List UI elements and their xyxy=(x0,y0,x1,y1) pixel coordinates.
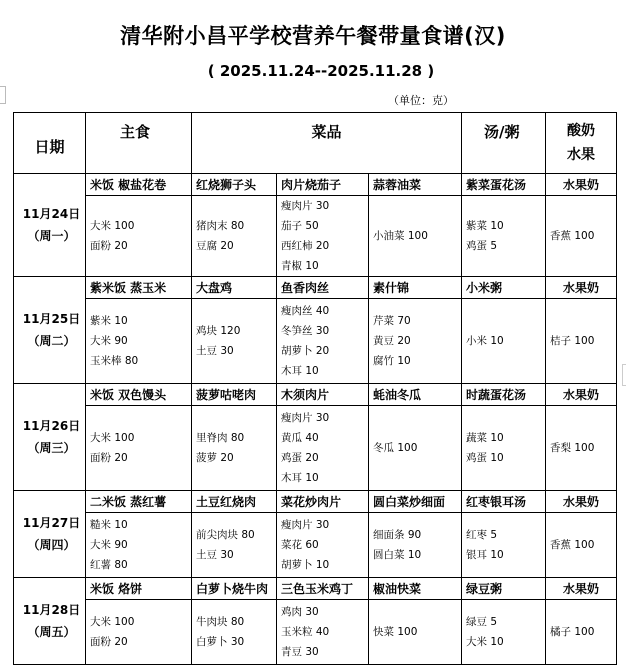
dish1-ingredients xyxy=(192,513,277,578)
ingredient-line: 紫米 10 xyxy=(90,315,128,327)
staple-name: 米饭 烙饼 xyxy=(86,578,192,600)
fruit-name: 水果奶 xyxy=(546,277,617,299)
ingredient-line: 冬瓜 100 xyxy=(373,442,418,454)
soup-name: 红枣银耳汤 xyxy=(462,491,546,513)
ingredient-line: 玉米棒 80 xyxy=(90,355,139,367)
page-title: 清华附小昌平学校营养午餐带量食谱(汉) xyxy=(120,24,506,48)
ingredient-line: 黄瓜 40 xyxy=(281,432,319,444)
ingredient-line: 瘦肉片 30 xyxy=(281,200,330,212)
day-ingredients-row xyxy=(14,406,617,491)
right-edge-marker xyxy=(622,364,626,386)
fruit-ingredients xyxy=(546,299,617,384)
staple-ingredients xyxy=(86,406,192,491)
dish3-ingredients xyxy=(369,406,462,491)
weekday-text: （周二） xyxy=(27,334,76,348)
day-ingredients-row xyxy=(14,196,617,277)
ingredient-line: 大米 10 xyxy=(466,636,504,648)
dish3-name: 蒜蓉油菜 xyxy=(369,174,462,196)
header-staple: 主食 xyxy=(86,113,192,174)
fruit-ingredients xyxy=(546,406,617,491)
ingredient-line: 前尖肉块 80 xyxy=(196,529,255,541)
ingredient-line: 木耳 10 xyxy=(281,472,319,484)
ingredient-line: 红薯 80 xyxy=(90,559,128,571)
header-yogurt-fruit xyxy=(546,113,617,174)
header-date: 日期 xyxy=(14,113,86,174)
soup-name: 绿豆粥 xyxy=(462,578,546,600)
left-edge-marker xyxy=(0,86,6,104)
dish2-name: 三色玉米鸡丁 xyxy=(277,578,369,600)
ingredient-line: 香蕉 100 xyxy=(550,230,595,242)
header-dishes: 菜品 xyxy=(192,113,462,174)
ingredient-line: 腐竹 10 xyxy=(373,355,411,367)
ingredient-line: 绿豆 5 xyxy=(466,616,498,628)
dish2-name: 菜花炒肉片 xyxy=(277,491,369,513)
ingredient-line: 大米 90 xyxy=(90,539,128,551)
soup-name: 紫菜蛋花汤 xyxy=(462,174,546,196)
ingredient-line: 木耳 10 xyxy=(281,365,319,377)
ingredient-line: 白萝卜 30 xyxy=(196,636,245,648)
weekday-text: （周三） xyxy=(27,441,76,455)
header-soup: 汤/粥 xyxy=(462,113,546,174)
dish1-ingredients xyxy=(192,406,277,491)
staple-name: 米饭 椒盐花卷 xyxy=(86,174,192,196)
ingredient-line: 银耳 10 xyxy=(466,549,504,561)
ingredient-line: 土豆 30 xyxy=(196,549,234,561)
soup-ingredients xyxy=(462,196,546,277)
ingredient-line: 胡萝卜 10 xyxy=(281,559,330,571)
ingredient-line: 玉米粒 40 xyxy=(281,626,330,638)
fruit-ingredients xyxy=(546,196,617,277)
ingredient-line: 黄豆 20 xyxy=(373,335,411,347)
ingredient-line: 面粉 20 xyxy=(90,452,128,464)
fruit-name: 水果奶 xyxy=(546,384,617,406)
dish3-name: 蚝油冬瓜 xyxy=(369,384,462,406)
header-row xyxy=(14,113,617,174)
dish2-ingredients xyxy=(277,196,369,277)
dish2-name: 木须肉片 xyxy=(277,384,369,406)
ingredient-line: 鸡蛋 10 xyxy=(466,452,504,464)
date-text: 11月28日 xyxy=(22,603,81,617)
ingredient-line: 糙米 10 xyxy=(90,519,128,531)
ingredient-line: 青豆 30 xyxy=(281,646,319,658)
ingredient-line: 菜花 60 xyxy=(281,539,319,551)
ingredient-line: 小米 10 xyxy=(466,335,504,347)
ingredient-line: 芹菜 70 xyxy=(373,315,411,327)
staple-ingredients xyxy=(86,513,192,578)
header-yogurt: 酸奶 xyxy=(567,123,596,139)
day-name-row xyxy=(14,578,617,600)
dish3-name: 椒油快菜 xyxy=(369,578,462,600)
ingredient-line: 紫菜 10 xyxy=(466,220,504,232)
dish1-ingredients xyxy=(192,299,277,384)
dish1-name: 菠萝咕咾肉 xyxy=(192,384,277,406)
dish1-name: 土豆红烧肉 xyxy=(192,491,277,513)
ingredient-line: 里脊肉 80 xyxy=(196,432,245,444)
ingredient-line: 桔子 100 xyxy=(550,335,595,347)
dish3-ingredients xyxy=(369,196,462,277)
date-text: 11月27日 xyxy=(22,516,81,530)
menu-table xyxy=(13,112,617,665)
ingredient-line: 圆白菜 10 xyxy=(373,549,422,561)
ingredient-line: 蔬菜 10 xyxy=(466,432,504,444)
ingredient-line: 大米 100 xyxy=(90,616,135,628)
weekday-text: （周四） xyxy=(27,538,76,552)
fruit-name: 水果奶 xyxy=(546,578,617,600)
soup-ingredients xyxy=(462,406,546,491)
date-cell xyxy=(14,384,86,491)
staple-ingredients xyxy=(86,299,192,384)
ingredient-line: 土豆 30 xyxy=(196,345,234,357)
weekday-text: （周五） xyxy=(27,625,76,639)
dish1-ingredients xyxy=(192,196,277,277)
ingredient-line: 牛肉块 80 xyxy=(196,616,245,628)
date-cell xyxy=(14,277,86,384)
fruit-ingredients xyxy=(546,513,617,578)
fruit-name: 水果奶 xyxy=(546,491,617,513)
ingredient-line: 细面条 90 xyxy=(373,529,422,541)
dish3-ingredients xyxy=(369,513,462,578)
day-name-row xyxy=(14,174,617,196)
weekday-text: （周一） xyxy=(27,229,76,243)
ingredient-line: 橘子 100 xyxy=(550,626,595,638)
ingredient-line: 面粉 20 xyxy=(90,636,128,648)
staple-ingredients xyxy=(86,196,192,277)
date-range: ( 2025.11.24--2025.11.28 ) xyxy=(207,62,435,80)
ingredient-line: 小油菜 100 xyxy=(373,230,428,242)
dish3-ingredients xyxy=(369,299,462,384)
soup-ingredients xyxy=(462,513,546,578)
day-name-row xyxy=(14,277,617,299)
ingredient-line: 香梨 100 xyxy=(550,442,595,454)
dish1-name: 大盘鸡 xyxy=(192,277,277,299)
ingredient-line: 面粉 20 xyxy=(90,240,128,252)
ingredient-line: 鸡肉 30 xyxy=(281,606,319,618)
unit-label: （单位：克） xyxy=(388,94,454,107)
ingredient-line: 快菜 100 xyxy=(373,626,418,638)
ingredient-line: 大米 100 xyxy=(90,220,135,232)
ingredient-line: 猪肉末 80 xyxy=(196,220,245,232)
ingredient-line: 鸡蛋 5 xyxy=(466,240,498,252)
day-name-row xyxy=(14,491,617,513)
date-text: 11月25日 xyxy=(22,312,81,326)
ingredient-line: 菠萝 20 xyxy=(196,452,234,464)
date-text: 11月24日 xyxy=(22,207,81,221)
soup-name: 小米粥 xyxy=(462,277,546,299)
dish2-name: 肉片烧茄子 xyxy=(277,174,369,196)
dish2-name: 鱼香肉丝 xyxy=(277,277,369,299)
soup-ingredients xyxy=(462,299,546,384)
soup-name: 时蔬蛋花汤 xyxy=(462,384,546,406)
dish3-name: 圆白菜炒细面 xyxy=(369,491,462,513)
ingredient-line: 大米 100 xyxy=(90,432,135,444)
date-cell xyxy=(14,174,86,277)
ingredient-line: 红枣 5 xyxy=(466,529,498,541)
dish2-ingredients xyxy=(277,406,369,491)
ingredient-line: 瘦肉丝 40 xyxy=(281,305,330,317)
ingredient-line: 瘦肉片 30 xyxy=(281,412,330,424)
staple-name: 二米饭 蒸红薯 xyxy=(86,491,192,513)
ingredient-line: 冬笋丝 30 xyxy=(281,325,330,337)
ingredient-line: 茄子 50 xyxy=(281,220,319,232)
ingredient-line: 鸡块 120 xyxy=(196,325,241,337)
day-ingredients-row xyxy=(14,299,617,384)
staple-name: 紫米饭 蒸玉米 xyxy=(86,277,192,299)
date-text: 11月26日 xyxy=(22,419,81,433)
ingredient-line: 瘦肉片 30 xyxy=(281,519,330,531)
ingredient-line: 青椒 10 xyxy=(281,260,319,272)
dish2-ingredients xyxy=(277,513,369,578)
staple-name: 米饭 双色馒头 xyxy=(86,384,192,406)
day-ingredients-row xyxy=(14,513,617,578)
date-cell xyxy=(14,578,86,665)
fruit-name: 水果奶 xyxy=(546,174,617,196)
ingredient-line: 香蕉 100 xyxy=(550,539,595,551)
day-name-row xyxy=(14,384,617,406)
date-cell xyxy=(14,491,86,578)
ingredient-line: 鸡蛋 20 xyxy=(281,452,319,464)
dish1-name: 红烧狮子头 xyxy=(192,174,277,196)
ingredient-line: 胡萝卜 20 xyxy=(281,345,330,357)
header-fruit: 水果 xyxy=(567,147,596,163)
dish1-name: 白萝卜烧牛肉 xyxy=(192,578,277,600)
ingredient-line: 豆腐 20 xyxy=(196,240,234,252)
dish2-ingredients xyxy=(277,299,369,384)
ingredient-line: 大米 90 xyxy=(90,335,128,347)
ingredient-line: 西红柿 20 xyxy=(281,240,330,252)
dish3-name: 素什锦 xyxy=(369,277,462,299)
